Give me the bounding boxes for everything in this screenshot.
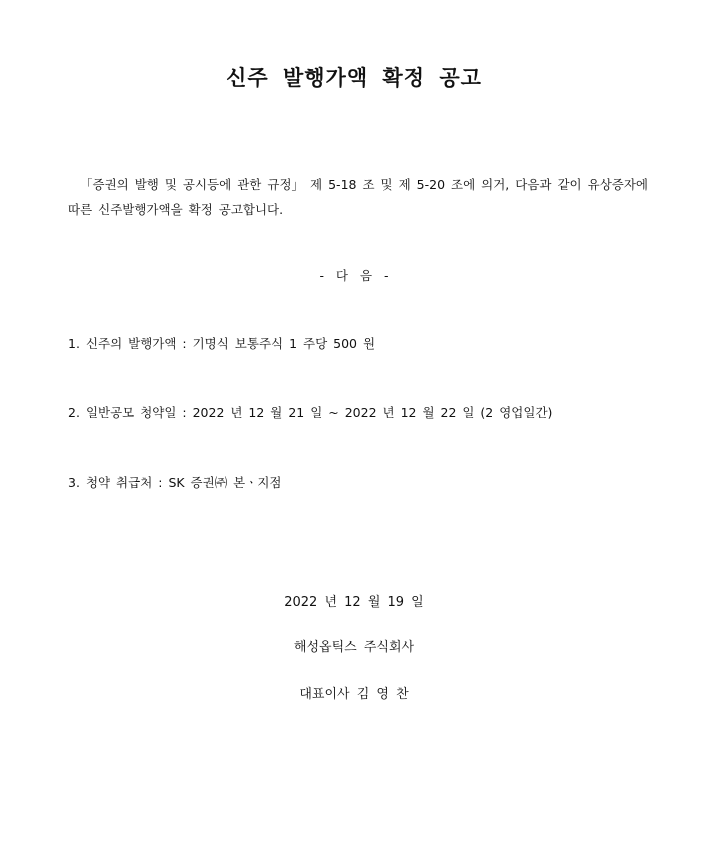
list-item xyxy=(68,473,668,491)
document-title: 신주 발행가액 확정 공고 xyxy=(226,66,482,90)
item-number: 2. xyxy=(68,405,80,420)
item-text: 신주의 발행가액 : 기명식 보통주식 1 주당 500 원 xyxy=(85,336,376,351)
item-number: 1. xyxy=(68,336,80,351)
intro-paragraph xyxy=(68,172,648,222)
intro-text: 「증권의 발행 및 공시등에 관한 규정」 제 5-18 조 및 제 5-20 조에 의거, 다음과 같이 유상증자에 따른 신주발행가액을 확정 공고합니다. xyxy=(68,177,648,217)
signature-company: 해성옵틱스 주식회사 xyxy=(293,640,415,655)
item-text: 청약 취급처 : SK 증권㈜ 본ㆍ지점 xyxy=(85,475,282,490)
item-text: 일반공모 청약일 : 2022 년 12 월 21 일 ~ 2022 년 12 월 22 일 (2 영업일간) xyxy=(85,405,553,420)
signature-date: 2022 년 12 월 19 일 xyxy=(284,595,424,610)
item-number: 3. xyxy=(68,475,80,490)
list-item xyxy=(68,403,668,421)
separator-label: - 다 음 - xyxy=(319,268,389,283)
list-item xyxy=(68,334,668,352)
signature-ceo: 대표이사 김 영 찬 xyxy=(299,687,409,702)
